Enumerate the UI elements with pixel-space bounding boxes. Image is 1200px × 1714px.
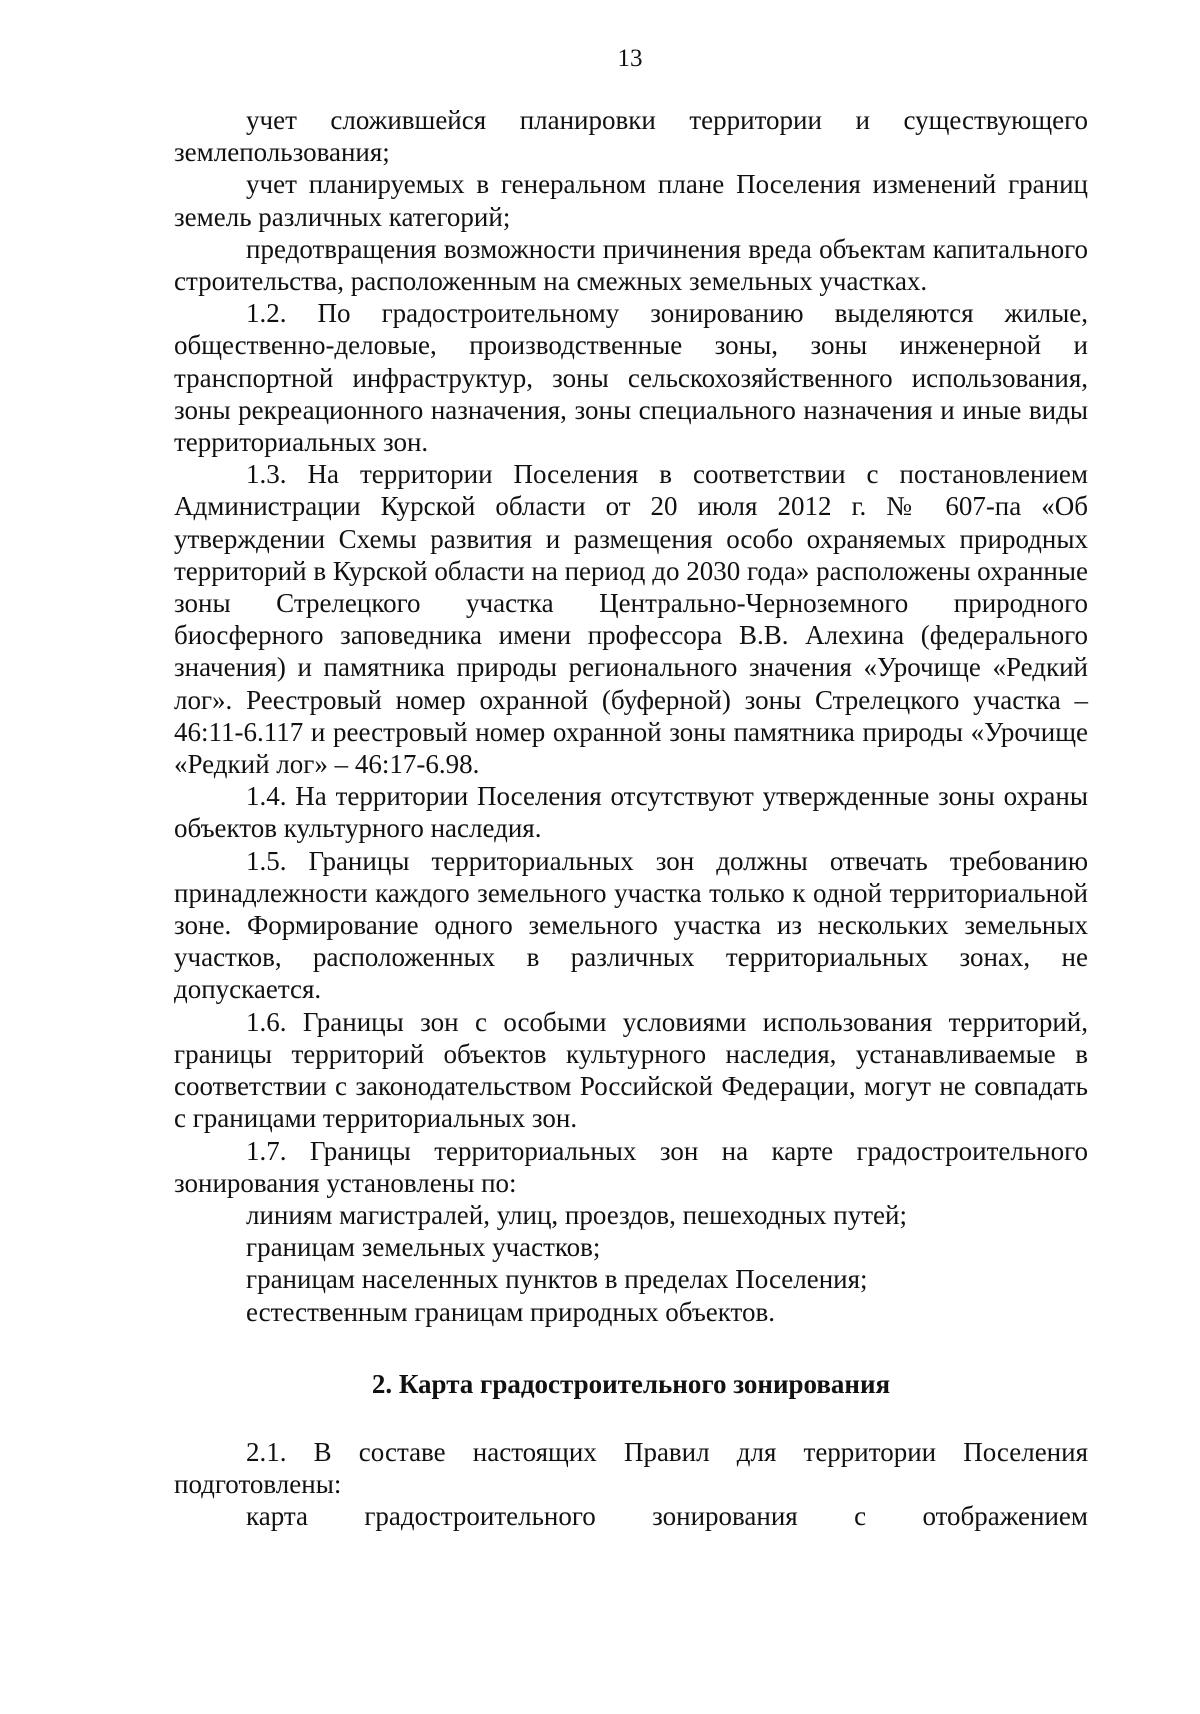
paragraph: учет сложившейся планировки территории и существующего землепользования; — [174, 105, 1088, 168]
paragraph: карта градостроительного зонирования с отображением — [246, 1501, 1088, 1532]
list-item: естественным границам природных объектов. — [246, 1296, 775, 1327]
list-item: границам населенных пунктов в пределах Поселения; — [246, 1264, 868, 1295]
page-number: 13 — [617, 45, 643, 72]
paragraph-1-5: 1.5. Границы территориальных зон должны отвечать требованию принадлежности каждого земельного участка только к одной территориальной зоне. Формирование одного земельного участка из нескольких земельных участков, расположенных в различных территориальных зонах, не допускается. — [174, 845, 1088, 1005]
paragraph-1-6: 1.6. Границы зон с особыми условиями использования территорий, границы территорий объектов культурного наследия, устанавливаемые в соответствии с законодательством Российской Федерации, могут не совпадать с границами территориальных зон. — [174, 1006, 1088, 1134]
document-body — [174, 104, 1088, 1532]
paragraph: учет планируемых в генеральном плане Поселения изменений границ земель различных категорий; — [174, 169, 1088, 232]
paragraph-1-4: 1.4. На территории Поселения отсутствуют утвержденные зоны охраны объектов культурного наследия. — [174, 781, 1088, 844]
list-item: границам земельных участков; — [246, 1232, 601, 1263]
list-item: линиям магистралей, улиц, проездов, пешеходных путей; — [246, 1199, 907, 1230]
paragraph-2-1: 2.1. В составе настоящих Правил для территории Поселения подготовлены: — [174, 1436, 1088, 1499]
paragraph-1-7: 1.7. Границы территориальных зон на карте градостроительного зонирования установлены по: — [174, 1135, 1088, 1198]
section-heading: 2. Карта градостроительного зонирования — [371, 1368, 891, 1399]
paragraph-1-2: 1.2. По градостроительному зонированию выделяются жилые, общественно-деловые, производственные зоны, зоны инженерной и транспортной инфраструктур, зоны сельскохозяйственного использования, зоны рекреационного назначения, зоны специального назначения и иные виды территориальных зон. — [174, 298, 1088, 458]
paragraph-1-3: 1.3. На территории Поселения в соответствии с постановлением Администрации Курской области от 20 июля 2012 г. № 607-па «Об утверждении Схемы развития и размещения особо охраняемых природных территорий в Курской области на период до 2030 года» расположены охранные зоны Стрелецкого участка Центрально-Черноземного природного биосферного заповедника имени профессора В.В. Алехина (федерального значения) и памятника природы регионального значения «Урочище «Редкий лог». Реестровый номер охранной (буферной) зоны Стрелецкого участка – 46:11-6.117 и реестровый номер охранной зоны памятника природы «Урочище «Редкий лог» – 46:17-6.98. — [174, 459, 1088, 780]
paragraph: предотвращения возможности причинения вреда объектам капитального строительства, расположенным на смежных земельных участках. — [174, 233, 1088, 297]
